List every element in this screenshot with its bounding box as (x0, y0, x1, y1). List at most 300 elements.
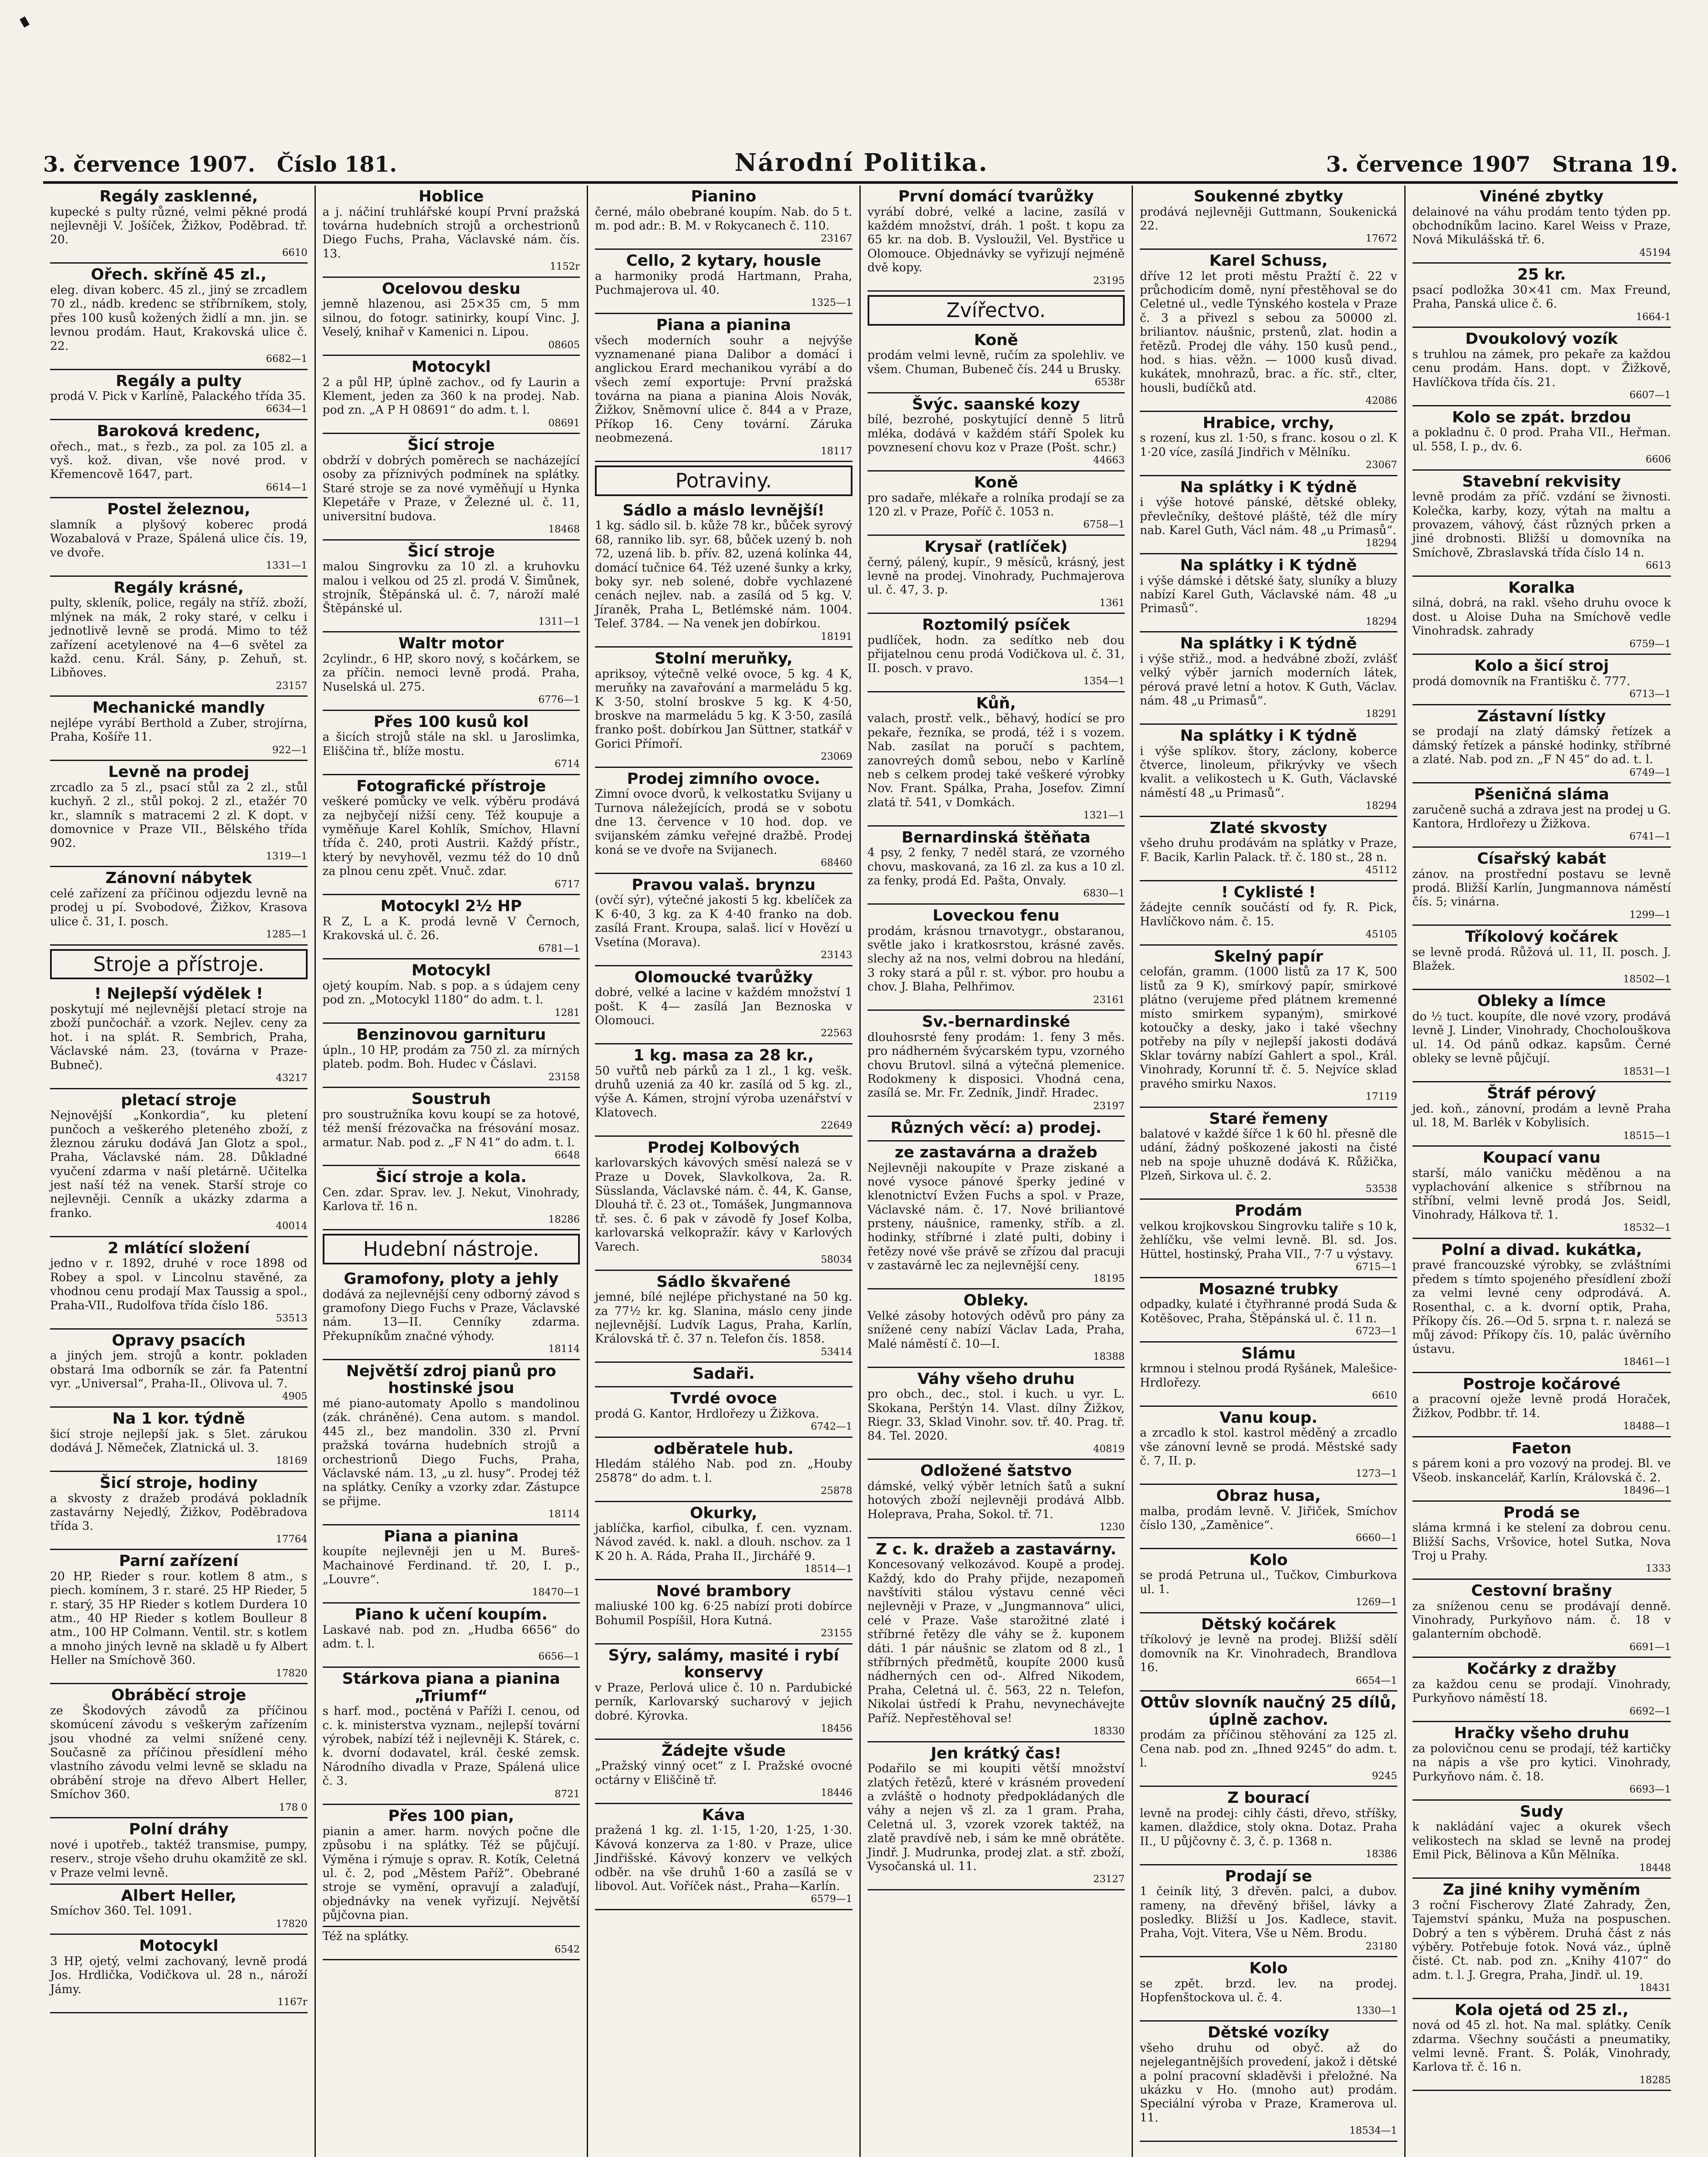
ad-code: 22649 (821, 1120, 852, 1132)
ad-title: Šicí stroje a kola. (375, 1168, 527, 1186)
ad-title: Koně (974, 331, 1018, 349)
ad-code: 1325—1 (811, 297, 852, 309)
ad-body: Zimní ovoce dvorů, k velkostatku Svijany u Turnova náležejících, prodá se v sobotu dne 13. července v 10 hod. dop. ve svijanském zámku veřejné dražbě. Prodej koná se ve dvoře na Svijanech. (595, 787, 852, 857)
ad-title: Sadaři. (692, 1365, 755, 1383)
classified-ad (868, 536, 1125, 614)
classified-ad (595, 186, 852, 250)
ad-code: 23197 (1093, 1100, 1125, 1112)
ad-code: 18446 (821, 1787, 852, 1799)
ad-code: 18285 (1639, 2074, 1671, 2086)
ad-body: malou Singrovku za 10 zl. a kruhovku malou i velkou od 25 zl. prodá V. Šimůnek, strojník, Štěpánská ul. č. 7, nároží malé Štěpánské ul. (322, 560, 580, 616)
ad-title: Sádlo škvařené (656, 1273, 791, 1291)
classified-ad (1140, 476, 1397, 554)
ad-title: Cello, 2 kytary, housle (626, 252, 821, 270)
ad-body: nové i upotřeb., taktéž transmise, pumpy, reserv., stroje všeho druhu okamžitě ze skl. v Praze velmi levně. (50, 1838, 308, 1880)
ad-title: Levně na prodej (108, 763, 249, 781)
ad-code: 1321—1 (1083, 810, 1125, 821)
ad-body: R Z, L a K. prodá levně V Černoch, Krakovská ul. č. 26. (322, 915, 580, 943)
ad-body: Hledám stálého Nab. pod zn. „Houby 25878“ do adm. t. l. (595, 1457, 852, 1485)
ad-code: 23167 (821, 233, 852, 245)
ad-title: Sudy (1519, 1802, 1563, 1821)
classified-ad (50, 1408, 308, 1472)
ad-code: 6607—1 (1629, 390, 1671, 401)
ad-body: obdrží v dobrých poměrech se nacházející osoby za příznivých podmínek na splátky. Staré stroje se za nové vyměňují u Hynka Klepetáře v Praze, v Železné ul. č. 11, universitní budova. (322, 454, 580, 523)
section-heading: Stroje a přístroje. (50, 949, 308, 980)
ad-title: Obraz husa, (1216, 1487, 1321, 1505)
ad-body: celé zařízení za příčinou odjezdu levně na prodej u pí. Svobodové, Žižkov, Krasova ulice č. 31, I. posch. (50, 887, 308, 928)
ad-body: všech moderních souhr a nejvýše vyznamenané piana Dalibor a domácí i anglickou Erard mechanikou vyrábí a do všech zemí exportuje: První pražská továrna na piana a pianina Alois Novák, Žižkov, Sněmovní ulice č. 844 a v Praze, Příkop 16. Ceny tovární. Záruka neobmezená. (595, 333, 852, 445)
ad-title: Baroková kredenc, (97, 422, 261, 440)
ad-title: Gramofony, ploty a jehly (343, 1270, 559, 1288)
classified-ad (595, 500, 852, 648)
classified-ad (1412, 1879, 1671, 1999)
ad-body: a skvosty z dražeb prodává pokladník zastavárny Nejedlý, Žižkov, Poděbradova třída 3. (50, 1491, 308, 1533)
ad-code: 18294 (1365, 616, 1397, 627)
ad-title: Císařský kabát (1477, 850, 1606, 868)
ad-code: 17820 (276, 1918, 308, 1930)
ad-code: 68460 (821, 857, 852, 869)
ad-body: zrcadlo za 5 zl., psací stůl za 2 zl., stůl kuchyň. 2 zl., stůl pokoj. 2 zl., etažér 70 kr., slamník s matracemi 2 zl. K dopt. v domovnice v Praze VII., Bělského třída 902. (50, 780, 308, 850)
ad-code: 43217 (276, 1072, 308, 1084)
classified-columns (43, 186, 1678, 2157)
ad-body: jedno v r. 1892, druhé v roce 1898 od Robey a spol. v Lincolnu stavěné, za vhodnou cenu prodají Max Taussig a spol., Praha-VII., Rudolfova třída číslo 186. (50, 1257, 308, 1312)
ad-title: Postroje kočárové (1463, 1375, 1620, 1393)
ad-body: za sníženou cenu se prodávají denně. Vinohrady, Purkyňovo nám. č. 18 v galanterním obchodě. (1412, 1599, 1671, 1641)
ad-code: 18456 (821, 1723, 852, 1735)
classified-ad (323, 1525, 580, 1604)
ad-title: Obleky a límce (1477, 992, 1606, 1010)
ad-code: 922—1 (272, 744, 308, 756)
classified-ad (1412, 926, 1671, 990)
ad-title: Staré řemeny (1209, 1110, 1328, 1128)
ad-title: Opravy psacích (112, 1331, 246, 1349)
ad-title: Na splátky i K týdně (1180, 635, 1357, 653)
classified-ad (1412, 264, 1671, 328)
ad-code: 23158 (548, 1071, 580, 1083)
ad-code: 1273—1 (1356, 1468, 1397, 1480)
classified-ad (868, 1011, 1125, 1117)
classified-ad (595, 1044, 852, 1137)
column-1 (43, 186, 316, 2157)
ad-code: 6723—1 (1356, 1325, 1397, 1337)
ad-code: 1354—1 (1083, 676, 1125, 687)
ad-body: k nakládání vajec a okurek všech velikostech na sklad se levně na prodej Emil Pick, Bělinova a Kůn Mělníka. (1412, 1820, 1671, 1862)
classified-ad (1412, 186, 1671, 264)
ad-body: se zpět. brzd. lev. na prodej. Hopfenštockova ul. č. 4. (1140, 1977, 1397, 2005)
ad-code: 6656—1 (538, 1651, 580, 1663)
ad-code: 18468 (548, 524, 580, 535)
classified-ad (595, 966, 852, 1044)
classified-ad (323, 711, 580, 775)
ad-body: 2 a půl HP, úplně zachov., od fy Laurin a Klement, jeden za 360 k na prodej. Nab. pod zn. „A P H 08691“ do adm. t. l. (322, 375, 580, 417)
ad-code: 9245 (1371, 1770, 1397, 1782)
ad-body: sláma krmná i ke stelení za dobrou cenu. Bližší Sachs, Vršovice, hotel Sutka, Nova Troj u Prahy. (1412, 1521, 1671, 1563)
ad-title: Na 1 kor. týdně (112, 1409, 245, 1428)
classified-ad (595, 1137, 852, 1271)
ad-title: Prodám (1235, 1202, 1302, 1220)
classified-ad (1140, 1549, 1397, 1613)
ad-title: Za jiné knihy vyměním (1443, 1881, 1641, 1899)
ad-body: i výše hotové pánské, dětské obleky, převlečníky, deštové pláště, též dle míry nab. Karel Guth, Václ nám. 48 „u Primasů“. (1140, 496, 1397, 538)
classified-ad (1412, 406, 1671, 471)
header-issue-number: Číslo 181. (277, 151, 397, 177)
ad-title: Největší zdroj pianů pro hostinské jsou (346, 1362, 557, 1397)
ad-body: a šicích strojů stále na skl. u Jaroslimka, Eliščina tř., blíže mostu. (322, 730, 580, 758)
column-6 (1406, 186, 1678, 2157)
ad-code: 18169 (276, 1455, 308, 1467)
ad-body: delainové na váhu prodám tento týden pp. obchodníkům lacino. Karel Weiss v Praze, Nová Mikulášská tř. 6. (1412, 205, 1671, 247)
classified-ad (50, 1089, 308, 1237)
ad-body: mé piano-automaty Apollo s mandolinou (zák. chráněné). Cena autom. s mandol. 445 zl., bez mandolin. 330 zl. První pražská továrna hudebních strojů a orchestrionů Diego Fuchs, Praha, Václavské nám. 13, „u zl. husy“. Prodej též na splátky. Ceníky a vzorky zdar. Zástupce se přijme. (322, 1396, 580, 1508)
classified-ad (1140, 1485, 1397, 1549)
ad-body: tříkolový je levně na prodej. Bližší sdělí domovník na Kr. Vinohradech, Brandlova 16. (1140, 1633, 1397, 1675)
classified-ad (1140, 1787, 1397, 1865)
classified-ad (50, 498, 308, 576)
ad-title: Šicí stroje (407, 436, 495, 454)
ad-title: Faeton (1511, 1439, 1572, 1457)
ad-code: 6634—1 (266, 403, 308, 415)
classified-ad (1140, 554, 1397, 632)
classified-ad (868, 827, 1125, 905)
ad-title: 1 kg. masa za 28 kr., (633, 1046, 814, 1064)
ad-body: prodám, krásnou trnavotygr., obstaranou, světle jako i kratkosrstou, krásné zavěs. slechy až na nos, velmi dobrou na hledání, 3 roky stará a půl r. st. výbor. pro houbu a chov. J. Blaha, Pelhřimov. (867, 924, 1125, 994)
ad-code: 6714 (554, 758, 580, 770)
ad-code: 23155 (821, 1628, 852, 1639)
ad-body: pravé francouzské výrobky, se zvláštními předem s tímto spojeného přesídlení zboží za velmi levné ceny odprodává. A. Rosenthal, c. a k. dvorní optik, Praha, Příkopy čís. 26.—Od 5. srpna t. r. nalezá se můj závod: Příkopy čís. 10, palác úvěrního ústavu. (1412, 1258, 1671, 1356)
classified-ad (1412, 705, 1671, 783)
ad-body: s párem koni a pro vozový na prodej. Bl. ve Všeob. inskancelář, Karlín, Královská č. 2. (1412, 1457, 1671, 1484)
classified-ad (50, 370, 308, 421)
ad-title: Koupací vanu (1482, 1149, 1601, 1167)
ad-code: 6610 (1371, 1390, 1397, 1401)
ad-body: pianin a amer. harm. nových počne dle způsobu i na splátky. Též se půjčují. Výměna i rýmuje s oprav. R. Kotík, Celetná ul. č. 2, pod „Městem Paříž“. Obebrané stroje se vymění, opravují a zalaďují, objednávky na venek vyřizují. Největší půjčovna pian. (322, 1824, 580, 1922)
ad-code: 1361 (1099, 597, 1125, 609)
classified-ad (1412, 1801, 1671, 1879)
ad-body: s harf. mod., poctěná v Paříži I. cenou, od c. k. ministerstva vyznam., nejlepší tovární výrobek, nabízí též i nejlevněji K. Stárek, c. k. dvorní dodavatel, král. české zemsk. Národního divadla v Praze, Spálená ulice č. 3. (322, 1704, 580, 1788)
ad-title: Prodej Kolbových (647, 1138, 800, 1157)
ad-body: kupecké s pulty různé, velmi pěkné prodá nejlevněji V. Jošíček, Žižkov, Poděbrad. tř. 20. (50, 205, 308, 247)
column-4 (861, 186, 1133, 2157)
ad-title: Švýc. saanské kozy (912, 395, 1080, 413)
ad-code: 08691 (548, 417, 580, 429)
classified-ad (50, 264, 308, 370)
ad-title: Regály a pulty (116, 372, 242, 390)
ad-body: dodává za nejlevnější ceny odborný závod s gramofony Diego Fuchs v Praze, Václavské nám. 13—II. Cenníky zdarma. Překupníkům značné výhody. (322, 1287, 580, 1343)
ad-title: Roztomilý psíček (922, 616, 1070, 634)
ad-body: velkou krojkovskou Singrovku taliře s 10 k, žehlíčku, vše velmi levně. Bl. sd. Jos. Hüttel, hostinský, Praha VII., 7·7 u výstavy. (1140, 1219, 1397, 1261)
ad-code: 18286 (548, 1214, 580, 1225)
ad-body: a harmoniky prodá Hartmann, Praha, Puchmajerova ul. 40. (595, 269, 852, 297)
ad-title: Obleky. (963, 1292, 1029, 1310)
ad-title: Mechanické mandly (92, 699, 265, 717)
ad-body: jemně hlazenou, asi 25×35 cm, 5 mm silnou, do fotogr. satinirky, koupí Vinc. J. Veselý, knihař v Kamenici n. Lipou. (322, 297, 580, 339)
classified-ad (1412, 1437, 1671, 1502)
classified-ad (323, 775, 580, 896)
ad-body: 4 psy, 2 fenky, 7 neděl stará, ze vzorného chovu, maskovaná, za 16 zl. za kus a 10 zl. za fenky, prodá Ed. Pašta, Onvaly. (867, 846, 1125, 888)
ad-code: 23161 (1093, 994, 1125, 1006)
ad-title: Fotografické přístroje (356, 777, 546, 795)
classified-ad (595, 874, 852, 966)
classified-ad (868, 1742, 1125, 1890)
ad-body: s rození, kus zl. 1·50, s franc. kosou o zl. K 1·20 více, zasílá Jindřich v Mělníku. (1140, 431, 1397, 459)
ad-title: Kola ojetá od 25 zl., (1454, 2001, 1629, 2019)
classified-ad (323, 356, 580, 434)
ad-title: Zlaté skvosty (1209, 819, 1327, 837)
ad-body: Nejnovější „Konkordia“, ku pletení punčoch a veškerého pleteného zboží, z žleznou záruku dodává Jan Glotz a spol., Praha, Václavské nám. 28. Důkladné vyučení zdarma v naší pletárně. Učitelka jest naší též na venek. Starší stroje co nejlevněji. Cenník a ukázky zdarma a franko. (50, 1109, 308, 1220)
ad-title: Motocykl (139, 1937, 219, 1955)
classified-ad (50, 761, 308, 867)
classified-ad (323, 1088, 580, 1166)
ad-body: prodám velmi levně, ručím za spolehliv. ve všem. Chuman, Bubeneč čís. 244 u Brusky. (867, 349, 1125, 376)
ad-body: a zrcadlo k stol. kastrol měděný a zrcadlo vše zánovní levně se prodá. Městské sady č. 7, II. p. (1140, 1426, 1397, 1468)
ad-body: valach, prostř. velk., běhavý, hodící se pro pekaře, řezníka, se prodá, též i s vozem. Nab. zasílat na poručí s pachtem, zanovreých domů sebou, nebo v Karlíně neb s celkem prodej také veškeré výrobky Nov. Frant. Spálka, Praha, Josefov. Zimní zlatá tř. 541, v Domkách. (867, 712, 1125, 809)
ad-title: Ottův slovník naučný 25 dílů, úplně zachov. (1140, 1694, 1397, 1729)
ad-code: 6614—1 (266, 481, 308, 493)
ad-code: 44663 (1093, 455, 1125, 466)
ad-code: 23180 (1365, 1940, 1397, 1952)
ad-title: 25 kr. (1517, 266, 1566, 284)
ad-title: Na splátky i K týdně (1180, 557, 1357, 574)
ad-code: 1152r (550, 261, 580, 273)
ad-title: Prodají se (1225, 1867, 1312, 1885)
ad-title: Krysař (ratlíček) (924, 538, 1068, 556)
ad-title: Karel Schuss, (1209, 252, 1328, 270)
classified-ad (595, 648, 852, 768)
ad-title: ! Nejlepší výdělek ! (94, 985, 263, 1003)
classified-ad (1140, 2022, 1397, 2142)
ad-code: 18534—1 (1349, 2125, 1397, 2137)
classified-ad (1412, 990, 1671, 1082)
ad-body: balatové v každé šířce 1 k 60 hl. přesně dle udání, žádný poškozené jakosti na čisté neb na spoje uhuzně dodává K. Růžička, Plzeň, Sirkova ul. č. 2. (1140, 1127, 1397, 1183)
ad-code: 1330—1 (1356, 2005, 1397, 2016)
ad-code: 6717 (554, 878, 580, 890)
ad-code: 6660—1 (1356, 1532, 1397, 1544)
classified-ad (323, 434, 580, 540)
classified-ad (595, 1387, 852, 1438)
ad-title: Piano k učení koupím. (355, 1606, 548, 1624)
header-date-right: 3. července 1907 (1326, 151, 1531, 177)
classified-ad (595, 314, 852, 462)
ad-title: Prodá se (1503, 1503, 1580, 1522)
ad-code: 40819 (1093, 1443, 1125, 1455)
ad-body: levně na prodej: cihly části, dřevo, stříšky, kamen. dlaždice, stoly okna. Dotaz. Praha II., U půjčovny č. 3, č. p. 1368 n. (1140, 1806, 1397, 1848)
classified-ad (1412, 328, 1671, 406)
ad-title: Regály zasklenné, (99, 188, 258, 205)
ad-code: 6749—1 (1629, 767, 1671, 778)
ad-body: s truhlou na zámek, pro pekaře za každou cenu prodám. Hans. dopt. v Žižkově, Havlíčkova třída čís. 21. (1412, 347, 1671, 389)
ad-title: Albert Heller, (121, 1887, 237, 1905)
ad-body: všeho druhu od obyč. až do nejelegantnějších provedení, jakož i dětské a polní pracovní skladěvši i přeložné. Na ukázku v Ho. (mnoho aut) prodám. Speciální výroba v Praze, Kramerova ul. 11. (1140, 2041, 1397, 2125)
classified-ad (1140, 1692, 1397, 1787)
classified-ad (50, 1684, 308, 1818)
ad-body: do ½ tuct. koupíte, dle nové vzory, prodává levně J. Linder, Vinohrady, Chocholouškova ul. 14. Od pánů odkaz. kapsům. Černé obleky se levně půjčují. (1412, 1009, 1671, 1066)
ad-title: ze zastavárna a dražeb (894, 1143, 1098, 1161)
ad-body: vyrábí dobré, velké a lacine, zasílá v každém množství, dráh. 1 pošt. t kopu za 65 kr. na dob. B. Vysloužil, Vel. Bystřice u Olomouce. Objednávky se vyřizují nejméně dvě kopy. (867, 205, 1125, 275)
ad-code: 1333 (1645, 1563, 1671, 1575)
ad-title: Na splátky i K týdně (1180, 727, 1357, 745)
ad-title: Ořech. skříně 45 zl., (91, 266, 267, 284)
ad-title: Kočárky z dražby (1466, 1660, 1617, 1678)
ad-body: 1 kg. sádlo sil. b. kůže 78 kr., bůček syrový 68, ranniko lib. syr. 68, bůček uzený b. noh 72, uzená lib. b. přív. 82, uzená kolínka 44, domácí tučnice 64. Též uzené šunky a krky, boky syr. neb solené, dobře vychlazené cenách nejlev. nab. a zasílá od 5 kg. V. Jíraněk, Praha L, Betlémské nám. 1004. Telef. 3784. — Na venek jen dobírkou. (595, 519, 852, 631)
ad-body: pražená 1 kg. zl. 1·15, 1·20, 1·25, 1·30. Kávová konzerva za 1·80. v Praze, ulice Jindřišské. Kávový konzerv ve velkých odběr. na vše druhů 1·60 a zasílá se v libovol. Aut. Voříček nást., Praha—Karlín. (595, 1824, 852, 1893)
classified-ad (1140, 186, 1397, 250)
ad-body: Velké zásoby hotových oděvů pro pány za snížené ceny nabízí Václav Lada, Praha, Malé náměstí č. 10—I. (867, 1309, 1125, 1351)
classified-ad (1140, 412, 1397, 476)
ad-code: 45194 (1639, 247, 1671, 258)
classified-ad (1412, 1658, 1671, 1722)
ad-body: žádejte cenník součástí od fy. R. Pick, Havlíčkovo nám. č. 15. (1140, 901, 1397, 928)
ad-code: 6538r (1095, 377, 1125, 388)
ad-title: Hračky všeho druhu (1454, 1724, 1629, 1742)
classified-ad (595, 1438, 852, 1502)
ad-title: Z c. k. dražeb a zastavárny. (875, 1540, 1117, 1558)
classified-ad (1140, 1865, 1397, 1958)
ad-title: Kolo (1249, 1551, 1288, 1569)
classified-ad (1140, 817, 1397, 881)
ad-title: Parní zařízení (119, 1552, 239, 1570)
ad-title: Šicí stroje, hodiny (100, 1474, 258, 1492)
ad-title: Slámu (1241, 1344, 1296, 1362)
classified-ad (595, 1644, 852, 1740)
classified-ad (868, 1289, 1125, 1368)
ad-code: 6606 (1645, 454, 1671, 465)
ad-body: prodá domovník na Františku č. 777. (1412, 674, 1630, 688)
ad-code: 18191 (821, 631, 852, 642)
ad-body: krmnou i stelnou prodá Ryšánek, Malešice-Hrdlořezy. (1140, 1362, 1397, 1390)
classified-ad (1140, 1278, 1397, 1343)
ad-body: prodám za příčinou stěhování za 125 zl. Cena nab. pod zn. „Ihned 9245“ do adm. t. l. (1140, 1728, 1397, 1770)
ad-body: a pokladnu č. 0 prod. Praha VII., Heřman. ul. 558, I. p., dv. 6. (1412, 426, 1671, 453)
ad-title: 2 mlátící složení (107, 1239, 250, 1257)
classified-ad (868, 329, 1125, 393)
ad-body: Cen. zdar. Sprav. lev. J. Nekut, Vinohrady, Karlova tř. 16 n. (322, 1186, 580, 1214)
ad-title: Kolo se zpát. brzdou (1452, 408, 1631, 426)
ad-body: jed. koň., zánovní, prodám a levně Praha ul. 18, M. Barlék v Kobylisích. (1412, 1102, 1671, 1130)
ad-title: Koně (974, 474, 1018, 492)
ad-title: Šicí stroje (407, 542, 495, 560)
ad-body: jemné, bílé nejlépe přichystané na 50 kg. za 77½ kr. kg. Slanina, máslo ceny jinde nejlevnější. Ludvík Lagus, Praha, Karlín, Královská tř. č. 37 n. Telefon čís. 1858. (595, 1290, 852, 1346)
ad-title: Žádejte všude (661, 1742, 786, 1760)
ad-body: slamník a plyšový koberec prodá Wozabalová v Praze, Spálená ulice čís. 19, ve dvoře. (50, 518, 308, 560)
ad-code: 45105 (1365, 929, 1397, 940)
ad-title: Dvoukolový vozík (1465, 330, 1618, 348)
classified-ad (868, 692, 1125, 827)
ad-code: 6648 (554, 1149, 580, 1161)
ad-title: Na splátky i K týdně (1180, 478, 1357, 496)
ad-title: ! Cyklisté ! (1221, 883, 1316, 901)
ad-title: Benzinovou garnituru (356, 1026, 546, 1044)
ad-body: psací podložka 30×41 cm. Max Freund, Praha, Panská ulice č. 6. (1412, 283, 1671, 311)
ad-code: 18514—1 (804, 1563, 852, 1575)
ad-body: levně prodám za příč. vzdání se živnosti. Kolečka, karby, kozy, výtah na maltu a provazem, váhový, část různých prken a jiné drobnosti. Bližší u domovníka na Smíchově, Zbraslavská třída číslo 14 n. (1412, 490, 1671, 560)
ad-body: silná, dobrá, na rakl. všeho druhu ovoce k dost. u Aloise Duha na Smíchově vedle Vinohradsk. zahrady (1412, 596, 1671, 638)
classified-ad (50, 577, 308, 697)
ad-title: Stárkova piana a pianina „Triumf“ (342, 1670, 560, 1705)
ad-code: 6654—1 (1356, 1675, 1397, 1686)
ad-title: Bernardinská štěňata (901, 828, 1091, 846)
classified-ad (323, 186, 580, 278)
ad-code: 18496—1 (1623, 1485, 1671, 1497)
ad-code: 58034 (821, 1254, 852, 1266)
ad-code: 18294 (1365, 800, 1397, 812)
classified-ad (595, 1580, 852, 1644)
ad-body: se prodají na zlatý dámský řetízek a dámský řetízek a pánské hodinky, stříbrné a zlaté. Nab. pod zn. „F N 45“ do ad. t. l. (1412, 725, 1671, 767)
classified-ad (50, 1550, 308, 1684)
ad-code: 1167r (277, 1997, 308, 2008)
classified-ad (50, 867, 308, 945)
ad-code: 18431 (1639, 1982, 1671, 1994)
ad-code: 6613 (1645, 560, 1671, 572)
ad-title: Káva (702, 1806, 745, 1824)
ad-body: karlovarských kávových směsí nalezá se v Praze u Dovek, Slavkolkova, 2a. R. Süsslanda, Václavské nám. č. 44, K. Ganse, Dlouhá tř. č. 23 ot., Tomášek, Jungmannova tř. ses. č. 6 pak v závodě fy Josef Kolba, karlovarská velkopražír. kávy v Karlových Varech. (595, 1156, 852, 1254)
ad-code: 1285—1 (266, 929, 308, 940)
ad-body: 3 HP, ojetý, velmi zachovaný, levně prodá Jos. Hrdlička, Vodičkova ul. 28 n., nároží Jámy. (50, 1955, 308, 1996)
ad-code: 6542 (554, 1943, 580, 1955)
ad-code: 18294 (1365, 538, 1397, 549)
classified-ad (50, 1472, 308, 1550)
ad-title: odběratele hub. (654, 1440, 794, 1458)
ad-code: 6742—1 (811, 1421, 852, 1432)
ad-title: Štráf pérový (1487, 1085, 1596, 1103)
ad-body: odpadky, kulaté i čtyřhranné prodá Suda & Kotěšovec, Praha, Štěpánská ul. č. 11 n. (1140, 1298, 1397, 1325)
ad-body: Podařilo se mi koupiti větší množství zlatých řetězů, které v krásném provedení a zvláště o hodnoty předpokládaných dle váhy a nejen vš zl. za 1 gram. Praha, Celetná ul. 3, vzorek vzorek taktéž, na zlatě pravdívě neb, i sám ke mně obrátěte. Jindř. J. Mudrunka, prodej zlat. a stř. zboží, Vysočanská ul. 11. (867, 1762, 1125, 1873)
ad-code: 18470—1 (532, 1587, 580, 1598)
classified-ad (323, 1268, 580, 1360)
header-left (43, 151, 397, 177)
ad-body: eleg. divan koberc. 45 zl., jiný se zrcadlem 70 zl., nádb. kredenc se stříbrníkem, stoly, přes 100 kusů kožených židlí a mn. jin. se levnou prodám. Haut, Krakovská ulice č. 22. (50, 283, 308, 353)
ad-body: i výše dámské i dětské šaty, sluníky a bluzy nabízí Karel Guth, Václavské nám. 48 „u Primasů“. (1140, 574, 1397, 616)
classified-ad (1140, 946, 1397, 1108)
ad-title: Pianino (691, 188, 756, 205)
classified-ad (868, 472, 1125, 536)
ad-body: prodá V. Pick v Karlíně, Palackého třída 35. (50, 390, 306, 403)
classified-ad (1412, 1580, 1671, 1658)
ad-title: Motocykl (411, 962, 491, 980)
page-header (43, 129, 1678, 184)
ad-title: Motocykl (411, 358, 491, 376)
ad-code: 4905 (282, 1391, 308, 1402)
ad-title: Piana a pianina (384, 1527, 519, 1545)
ad-code: 6715—1 (1356, 1261, 1397, 1273)
ad-code: 6830—1 (1083, 888, 1125, 899)
classified-ad (323, 1360, 580, 1525)
ad-title: Nové brambory (656, 1582, 791, 1600)
ad-code: 18502—1 (1623, 973, 1671, 985)
classified-ad (1412, 1239, 1671, 1373)
ad-body: a j. náčiní truhlářské koupí První pražská továrna hudebních strojů a orchestrionů Diego Fuchs, Praha, Václavské nám. čís. 13. (322, 205, 580, 261)
ad-code: 1331—1 (266, 560, 308, 572)
ad-body: černý, pálený, kupír., 9 měsíců, krásný, jest levně na prodej. Vinohrady, Puchmajerova ul. č. 47, 3. p. (867, 555, 1125, 597)
ad-title: pletací stroje (121, 1091, 237, 1109)
ad-code: 18330 (1093, 1725, 1125, 1737)
ad-body: 50 vuřtů neb párků za 1 zl., 1 kg. vešk. druhů uzeniá za 40 kr. zasílá od 5 kg. zl., výše A. Kámen, strojní výroba uzenářství v Klatovech. (595, 1064, 852, 1119)
ad-code: 45112 (1365, 865, 1397, 876)
ad-code: 23067 (1365, 459, 1397, 471)
ad-code: 25878 (821, 1485, 852, 1497)
ad-body: dámské, velký výběr letních šatů a sukní hotových zboží nejlevněji prodává Albb. Holeprava, Praha, Sokol. tř. 71. (867, 1479, 1125, 1521)
ad-body: ojetý koupím. Nab. s pop. a s údajem ceny pod zn. „Motocykl 1180“ do adm. t. l. (322, 979, 580, 1007)
ad-code: 18388 (1093, 1351, 1125, 1362)
ad-body: za každou cenu se prodají. Vinohrady, Purkyňovo náměstí 18. (1412, 1678, 1671, 1705)
classified-ad (323, 1668, 580, 1805)
section-heading: Zvířectvo. (868, 295, 1125, 326)
ad-title: Koralka (1508, 579, 1575, 597)
classified-ad (595, 768, 852, 874)
classified-ad (1412, 1502, 1671, 1580)
ad-body: a pracovní oježe levně prodá Horaček, Žižkov, Podbbr. tř. 14. (1412, 1393, 1671, 1420)
classified-ad (50, 1818, 308, 1885)
ad-body: v Praze, Perlová ulice č. 10 n. Pardubické perník, Karlovarský sucharový v jejich dobré. Kýrovka. (595, 1681, 852, 1723)
